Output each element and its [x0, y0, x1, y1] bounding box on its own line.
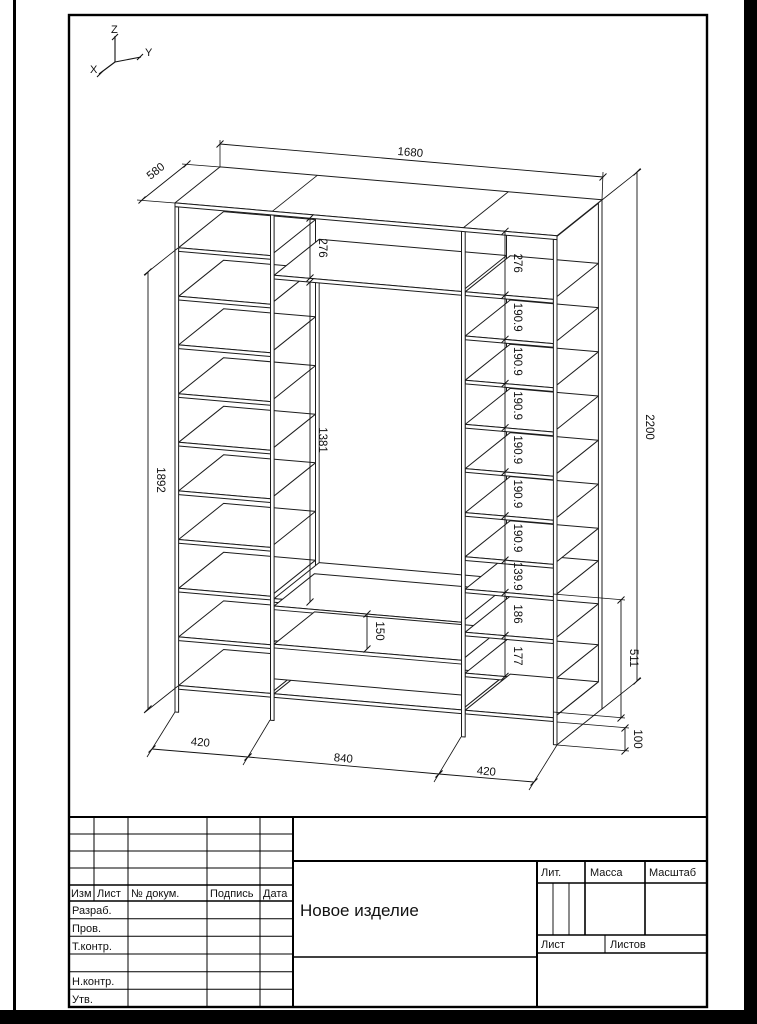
axis-z-label: Z: [111, 24, 118, 36]
dim-line: [152, 749, 248, 757]
row-razrab: Разраб.: [72, 905, 112, 917]
row-utv: Утв.: [72, 994, 93, 1006]
dim-extension: [602, 172, 603, 200]
dim-label: 100: [631, 729, 643, 749]
page-edge-bottom: [0, 1010, 757, 1024]
dim-label: 511: [627, 648, 639, 668]
dim-label: 420: [476, 765, 497, 779]
rev-col-podpis: Подпись: [210, 888, 254, 900]
dim-label: 177: [511, 646, 523, 666]
axis-indicator: [90, 24, 153, 77]
lit-label: Лит.: [541, 867, 562, 879]
page-edge-left: [13, 0, 16, 1010]
dim-label: 139.9: [511, 561, 523, 591]
dim-label: 190.9: [511, 435, 523, 465]
dim-extension: [144, 686, 178, 713]
dim-label: 420: [190, 736, 211, 750]
dim-label: 1892: [154, 467, 166, 493]
dim-label: 190.9: [511, 391, 523, 420]
row-prov: Пров.: [72, 923, 102, 935]
dim-label: 190.9: [511, 479, 523, 509]
rev-col-list: Лист: [97, 888, 121, 900]
dim-label: 150: [373, 621, 385, 641]
title-block: [69, 817, 707, 1007]
mass-label: Масса: [590, 867, 623, 879]
row-nkontr: Н.контр.: [72, 976, 115, 988]
dim-label: 276: [511, 253, 523, 273]
dim-label: 1381: [316, 427, 328, 453]
scale-label: Масштаб: [649, 867, 697, 879]
rev-col-data: Дата: [263, 888, 288, 900]
dim-label: 580: [144, 160, 168, 183]
panel-front-strip: [462, 231, 466, 737]
dim-label: 190.9: [511, 347, 523, 376]
axis-x-label: X: [90, 64, 98, 76]
dim-label: 190.9: [511, 523, 523, 553]
rev-col-izm: Изм: [71, 888, 92, 900]
dim-extension: [557, 745, 629, 751]
dim-label: 276: [316, 238, 328, 258]
dim-label: 2200: [643, 414, 655, 440]
axis-y-label: Y: [145, 47, 153, 59]
dim-label: 190.9: [511, 302, 523, 332]
dim-label: 186: [511, 604, 523, 624]
wardrobe-projection: [175, 167, 602, 745]
sheet-label: Лист: [541, 939, 565, 951]
dim-label: 840: [333, 752, 354, 766]
panel-front-strip: [271, 215, 275, 721]
dim-extension: [182, 164, 220, 167]
product-name: Новое изделие: [300, 901, 419, 920]
dim-label: 1680: [396, 145, 424, 161]
row-tkontr: Т.контр.: [72, 941, 112, 953]
sheets-label: Листов: [610, 939, 646, 951]
page-edge-right: [744, 0, 757, 1024]
panel-front-strip: [553, 239, 557, 745]
dim-extension: [137, 200, 175, 203]
drawing-frame: [69, 15, 707, 1007]
panel-front-strip: [175, 207, 179, 713]
rev-col-dokum: № докум.: [131, 888, 180, 900]
